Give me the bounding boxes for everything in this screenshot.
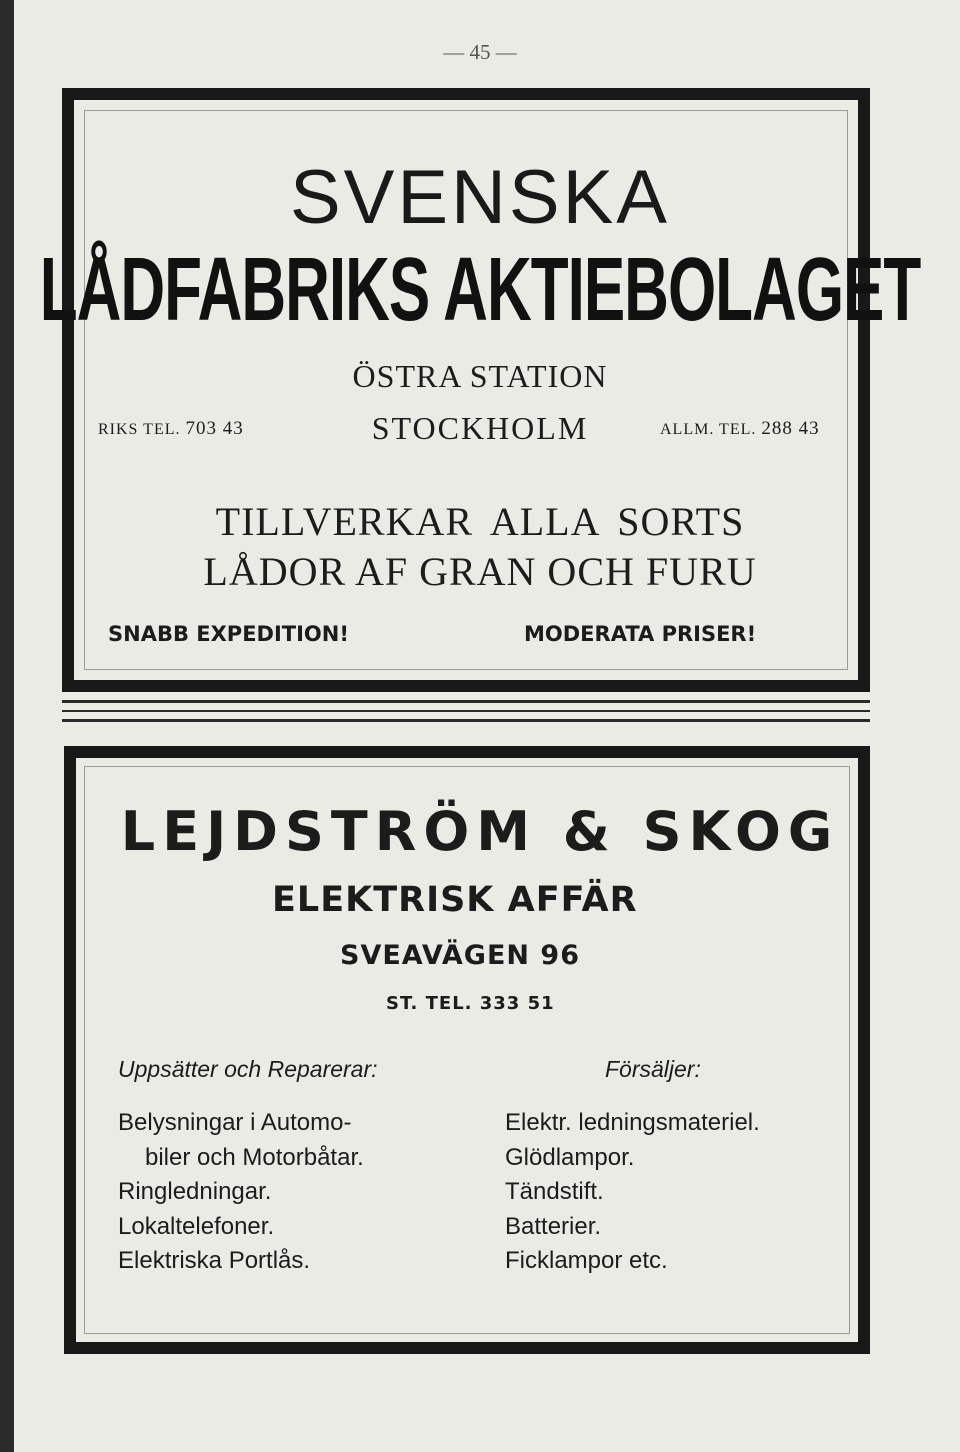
ad1-slogan-right: MODERATA PRISER! [524,622,757,646]
list-item: Belysningar i Automo- [118,1109,352,1136]
ad1-city: STOCKHOLM [371,410,589,446]
ad2-services-list [118,1106,364,1279]
ad2-business: ELEKTRISK AFFÄR [272,880,638,920]
ad1-tagline-1: TILLVERKAR ALLA SORTS [215,499,745,544]
list-item: Lokaltelefoner. [118,1212,275,1240]
ad1-tagline-2: LÅDOR AF GRAN OCH FURU [203,549,757,594]
list-item: biler och Motorbåtar. [145,1143,364,1171]
ad2-phone: ST. TEL. 333 51 [386,993,555,1014]
ad1-location: ÖSTRA STATION [352,358,608,394]
ad2-products-list [505,1106,760,1279]
allm-tel-label: ALLM. TEL. [660,421,757,438]
ad2-left-heading: Uppsätter och Reparerar: [118,1056,378,1082]
ad2-address: SVEAVÄGEN 96 [340,940,580,971]
list-item: Tändstift. [505,1178,604,1206]
list-item: Elektr. ledningsmateriel. [505,1109,760,1136]
riks-tel-number: 703 43 [185,418,244,439]
ad1-allm-tel [660,418,820,440]
allm-tel-number: 288 43 [761,418,820,439]
ad1-slogan-left: SNABB EXPEDITION! [108,622,349,646]
list-item: Batterier. [505,1212,602,1240]
divider-rule [62,710,870,712]
divider-rule [62,719,870,722]
list-item: Glödlampor. [505,1143,635,1171]
list-item: Ringledningar. [118,1178,272,1206]
ad2-company: LEJDSTRÖM & SKOG [120,800,840,863]
ad2-right-heading: Försäljer: [605,1056,701,1082]
riks-tel-label: RIKS TEL. [98,421,181,438]
ad1-title-line1: SVENSKA [289,155,671,240]
divider-rule [62,700,870,703]
list-item: Ficklampor etc. [505,1247,668,1275]
list-item: Elektriska Portlås. [118,1247,311,1275]
page-number: — 45 — [443,40,517,64]
ad1-title-line2: LÅDFABRIKS AKTIEBOLAGET [39,240,921,341]
